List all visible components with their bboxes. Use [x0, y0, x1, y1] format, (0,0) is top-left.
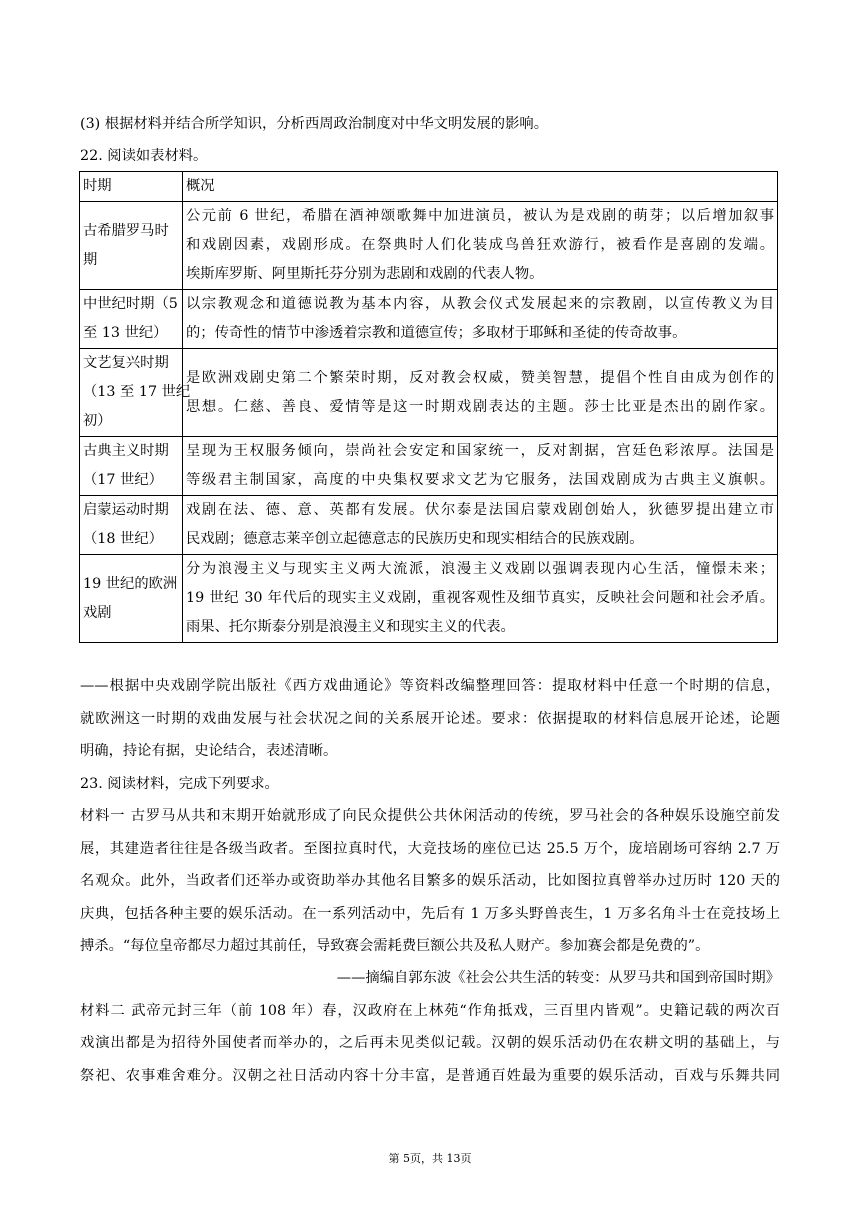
summary-cell: 戏剧在法、德、意、英都有发展。伏尔泰是法国启蒙戏剧创始人，狄德罗提出建立市 民戏剧；德意志莱辛创立起德意志的民族历史和现实相结合的民族戏剧。 — [183, 496, 778, 555]
period-cell: 19 世纪的欧洲 戏剧 — [80, 555, 183, 643]
summary-cell: 是欧洲戏剧史第二个繁荣时期，反对教会权威，赞美智慧，提倡个性自由成为创作的 思想。仁慈、善良、爱情等是这一时期戏剧表达的主题。莎士比亚是杰出的剧作家。 — [183, 349, 778, 437]
question-22-heading: 22. 阅读如表材料。 — [80, 148, 208, 164]
summary-cell: 以宗教观念和道德说教为基本内容，从教会仪式发展起来的宗教剧，以宣传教义为目 的；传奇性的情节中渗透着宗教和道德宣传；多取材于耶稣和圣徒的传奇故事。 — [183, 290, 778, 349]
table-row — [80, 202, 778, 290]
table-header-cell: 概况 — [183, 172, 778, 202]
period-cell: 文艺复兴时期 （13 至 17 世纪 初） — [80, 349, 183, 437]
q22-instruction-line: 明确，持论有据，史论结合，表述清晰。 — [80, 743, 338, 759]
table-row — [80, 290, 778, 349]
period-cell: 启蒙运动时期 （18 世纪） — [80, 496, 183, 555]
table-row — [80, 555, 778, 643]
summary-cell: 分为浪漫主义与现实主义两大流派，浪漫主义戏剧以强调表现内心生活，憧憬未来； 19 世纪 30 年代后的现实主义戏剧，重视客观性及细节真实，反映社会问题和社会矛盾。 雨果、托尔斯泰分别是浪漫主义和现实主义的代表。 — [183, 555, 778, 643]
material-1-source: ——摘编自郭东波《社会公共生活的转变：从罗马共和国到帝国时期》 — [336, 970, 780, 986]
period-cell: 古希腊罗马时 期 — [80, 202, 183, 290]
material-1-line: 搏杀。“每位皇帝都尽力超过其前任，导致赛会需耗费巨额公共及私人财产。参加赛会都是免费的”。 — [80, 938, 710, 954]
period-cell: 中世纪时期（5 至 13 世纪） — [80, 290, 183, 349]
material-1-line: 展，其建造者往往是各级当政者。至图拉真时代，大竞技场的座位已达 25.5 万个，庞培剧场可容纳 2.7 万 — [80, 841, 780, 857]
material-1-line: 庆典，包括各种主要的娱乐活动。在一系列活动中，先后有 1 万多头野兽丧生，1 万多名角斗士在竞技场上 — [80, 906, 780, 922]
q22-instruction-line: 就欧洲这一时期的戏曲发展与社会状况之间的关系展开论述。要求：依据提取的材料信息展开论述，论题 — [80, 711, 780, 727]
material-2-line: 材料二 武帝元封三年（前 108 年）春，汉政府在上林苑“作角抵戏，三百里内皆观”。史籍记载的两次百 — [80, 1003, 780, 1019]
q22-instruction-line: ——根据中央戏剧学院出版社《西方戏曲通论》等资料改编整理回答：提取材料中任意一个时期的信息， — [80, 678, 780, 694]
question-23-heading: 23. 阅读材料，完成下列要求。 — [80, 776, 279, 792]
material-1-line: 材料一 古罗马从共和末期开始就形成了向民众提供公共休闲活动的传统，罗马社会的各种娱乐设施空前发 — [80, 808, 780, 824]
summary-cell: 呈现为王权服务倾向，崇尚社会安定和国家统一，反对割据，宫廷色彩浓厚。法国是 等级君主制国家，高度的中央集权要求文艺为它服务，法国戏剧成为古典主义旗帜。 — [183, 437, 778, 496]
material-2-line: 祭祀、农事难舍难分。汉朝之社日活动内容十分丰富，是普通百姓最为重要的娱乐活动，百戏与乐舞共同 — [80, 1068, 780, 1084]
material-1-line: 名观众。此外，当政者们还举办或资助举办其他名目繁多的娱乐活动，比如图拉真曾举办过历时 120 天的 — [80, 873, 780, 889]
table-row — [80, 437, 778, 496]
table-header-cell: 时期 — [80, 172, 183, 202]
summary-cell: 公元前 6 世纪，希腊在酒神颂歌舞中加进演员，被认为是戏剧的萌芽；以后增加叙事 和戏剧因素，戏剧形成。在祭典时人们化装成鸟兽狂欢游行，被看作是喜剧的发端。 埃斯库罗斯、阿里斯托芬分别为悲剧和戏剧的代表人物。 — [183, 202, 778, 290]
period-cell: 古典主义时期 （17 世纪） — [80, 437, 183, 496]
table-row — [80, 349, 778, 437]
page-number-footer: 第 5页，共 13页 — [388, 1152, 472, 1165]
question-3-prompt: (3) 根据材料并结合所学知识，分析西周政治制度对中华文明发展的影响。 — [80, 116, 548, 132]
table-header-row — [80, 172, 778, 202]
drama-history-table — [79, 171, 778, 643]
material-2-line: 戏演出都是为招待外国使者而举办的，之后再未见类似记载。汉朝的娱乐活动仍在农耕文明的基础上，与 — [80, 1035, 780, 1051]
table-row — [80, 496, 778, 555]
